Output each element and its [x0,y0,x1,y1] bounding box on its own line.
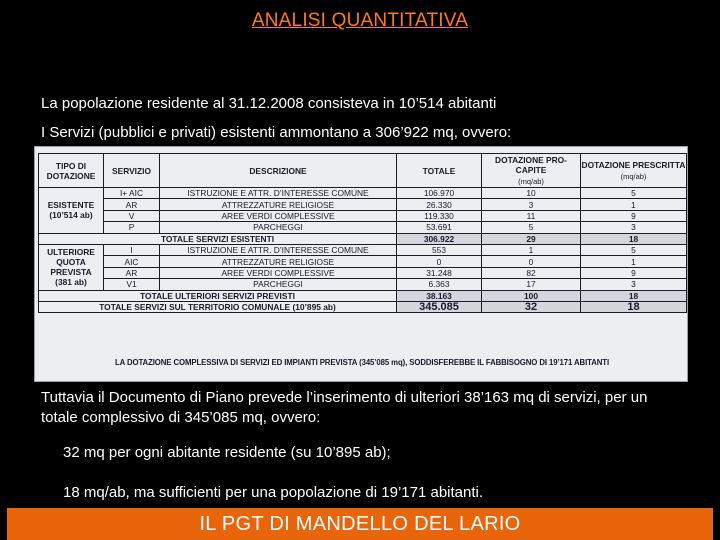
cell-procapite: 17 [482,279,581,290]
cell-totale: 6.363 [397,279,482,290]
table-row [39,244,687,255]
cell-procapite: 82 [482,267,581,278]
existing-total-label: TOTALE SERVIZI ESISTENTI [39,233,397,244]
planned-total-value: 38.163 [397,290,482,301]
grand-total-label: TOTALE SERVIZI SUL TERRITORIO COMUNALE (10’895 ab) [39,301,397,312]
cell-servizio: I+ AIC [104,188,160,199]
cell-descrizione: ATTREZZATURE RELIGIOSE [160,199,397,210]
cell-procapite: 10 [482,188,581,199]
plan-paragraph: Tuttavia il Documento di Piano prevede l’inserimento di ulteriori 38’163 mq di servizi, per un totale complessivo di 345’085 mq, ovvero: [41,389,648,426]
table-row [39,210,687,221]
list-item: 18 mq/ab, ma sufficienti per una popolazione di 19’171 abitanti. [63,484,484,501]
cell-totale: 119.330 [397,210,482,221]
table-header-row [39,154,687,188]
table-note: LA DOTAZIONE COMPLESSIVA DI SERVIZI ED IMPIANTI PREVISTA (345’085 mq), SODDISFEREBBE IL FABBISOGNO DI 19’171 ABITANTI [114,358,610,367]
header-procapite-label: DOTAZIONE PRO-CAPITE [495,154,567,175]
table-row [39,199,687,210]
grand-total-procapite: 32 [482,301,581,312]
list-item: 32 mq per ogni abitante residente (su 10’895 ab); [63,444,391,461]
cell-descrizione: AREE VERDI COMPLESSIVE [160,267,397,278]
existing-total-prescritta: 18 [581,233,687,244]
cell-prescritta: 3 [581,279,687,290]
planned-total-procapite: 100 [482,290,581,301]
existing-total-procapite: 29 [482,233,581,244]
header-servizio: SERVIZIO [104,154,160,188]
grand-total-prescritta: 18 [581,301,687,312]
cell-descrizione: PARCHEGGI [160,279,397,290]
cell-servizio: V [104,210,160,221]
cell-servizio: AR [104,199,160,210]
cell-totale: 31.248 [397,267,482,278]
table-row [39,279,687,290]
cell-prescritta: 1 [581,199,687,210]
cell-descrizione: AREE VERDI COMPLESSIVE [160,210,397,221]
slide-title: ANALISI QUANTITATIVA [251,10,469,31]
table-row [39,222,687,233]
cell-totale: 106.970 [397,188,482,199]
header-tipo: TIPO DI DOTAZIONE [39,154,104,188]
existing-total-row [39,233,687,244]
cell-procapite: 0 [482,256,581,267]
cell-prescritta: 5 [581,244,687,255]
cell-descrizione: PARCHEGGI [160,222,397,233]
header-procapite [482,154,581,188]
header-procapite-unit: (mq/ab) [518,176,544,186]
cell-servizio: AIC [104,256,160,267]
table-row [39,256,687,267]
cell-prescritta: 9 [581,210,687,221]
cell-procapite: 1 [482,244,581,255]
table-row [39,188,687,199]
cell-descrizione: ISTRUZIONE E ATTR. D’INTERESSE COMUNE [160,188,397,199]
cell-servizio: I [104,244,160,255]
cell-procapite: 11 [482,210,581,221]
population-statement: La popolazione residente al 31.12.2008 consisteva in 10’514 abitanti [41,95,497,112]
services-statement: I Servizi (pubblici e privati) esistenti ammontano a 306’922 mq, ovvero: [41,124,512,141]
cell-prescritta: 3 [581,222,687,233]
grand-total-row [39,301,687,312]
services-table [38,153,687,313]
cell-totale: 0 [397,256,482,267]
cell-servizio: AR [104,267,160,278]
header-descrizione: DESCRIZIONE [160,154,397,188]
cell-totale: 53.691 [397,222,482,233]
cell-descrizione: ISTRUZIONE E ATTR. D’INTERESSE COMUNE [160,244,397,255]
footer-banner: IL PGT DI MANDELLO DEL LARIO [7,508,713,540]
services-table-panel [34,146,688,382]
header-totale: TOTALE [397,154,482,188]
cell-prescritta: 9 [581,267,687,278]
cell-procapite: 5 [482,222,581,233]
planned-total-prescritta: 18 [581,290,687,301]
cell-prescritta: 1 [581,256,687,267]
cell-prescritta: 5 [581,188,687,199]
grand-total-value: 345.085 [397,301,482,312]
cell-descrizione: ATTREZZATURE RELIGIOSE [160,256,397,267]
group-planned-label: ULTERIORE QUOTA PREVISTA (381 ab) [39,244,104,290]
existing-total-value: 306.922 [397,233,482,244]
cell-procapite: 3 [482,199,581,210]
cell-totale: 26.330 [397,199,482,210]
header-prescritta-label: DOTAZIONE PRESCRITTA [581,159,686,170]
header-prescritta-unit: (mq/ab) [620,171,647,181]
cell-servizio: P [104,222,160,233]
cell-servizio: V1 [104,279,160,290]
planned-total-row [39,290,687,301]
header-prescritta [581,154,687,188]
cell-totale: 553 [397,244,482,255]
table-row [39,267,687,278]
planned-total-label: TOTALE ULTERIORI SERVIZI PREVISTI [39,290,397,301]
group-existing-label: ESISTENTE (10’514 ab) [39,188,104,234]
